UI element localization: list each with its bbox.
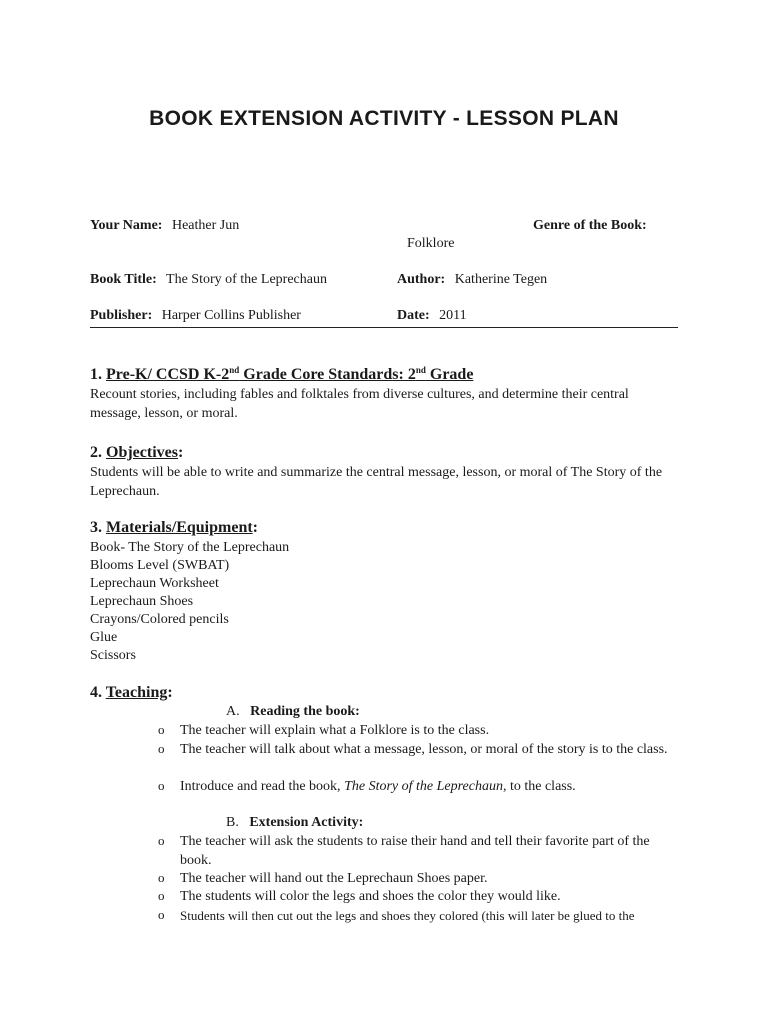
materials-item: Book- The Story of the Leprechaun <box>90 540 290 555</box>
part-a-heading: A. Reading the book: <box>226 704 360 719</box>
book-title-value: The Story of the Leprechaun <box>166 272 327 287</box>
book-title-row <box>90 272 327 288</box>
part-b-heading: B. Extension Activity: <box>226 815 364 830</box>
publisher-row <box>90 308 301 324</box>
section-standards-body: Recount stories, including fables and folktales from diverse cultures, and determine their central message, lesson, or moral. <box>90 387 629 421</box>
author-label: Author: <box>397 272 446 287</box>
section-teaching-heading: 4. Teaching: <box>90 684 173 701</box>
page-title: BOOK EXTENSION ACTIVITY - LESSON PLAN <box>149 107 619 130</box>
materials-item: Leprechaun Worksheet <box>90 576 219 591</box>
section-objectives-heading: 2. Objectives: <box>90 444 184 461</box>
date-row <box>397 308 467 324</box>
genre-label: Genre of the Book: <box>533 218 647 233</box>
date-value: 2011 <box>439 308 467 323</box>
section-objectives-body: Students will be able to write and summarize the central message, lesson, or moral of The Story of the Leprechaun. <box>90 465 663 499</box>
author-value: Katherine Tegen <box>454 272 548 287</box>
section-standards-heading: 1. Pre-K/ CCSD K-2nd Grade Core Standards: 2nd Grade <box>90 365 474 383</box>
genre-label-row <box>533 218 653 234</box>
your-name-label: Your Name: <box>90 218 163 233</box>
section-materials-heading: 3. Materials/Equipment: <box>90 519 258 536</box>
your-name-row <box>90 218 239 234</box>
genre-value: Folklore <box>407 236 455 251</box>
divider <box>90 327 678 328</box>
your-name-value: Heather Jun <box>171 218 240 233</box>
materials-item: Blooms Level (SWBAT) <box>90 558 230 573</box>
publisher-label: Publisher: <box>90 308 153 323</box>
materials-item: Leprechaun Shoes <box>90 594 194 609</box>
book-title-label: Book Title: <box>90 272 157 287</box>
materials-item: Crayons/Colored pencils <box>90 612 229 627</box>
publisher-value: Harper Collins Publisher <box>161 308 301 323</box>
materials-item: Glue <box>90 630 118 645</box>
author-row <box>397 272 547 288</box>
date-label: Date: <box>397 308 430 323</box>
materials-item: Scissors <box>90 648 136 663</box>
